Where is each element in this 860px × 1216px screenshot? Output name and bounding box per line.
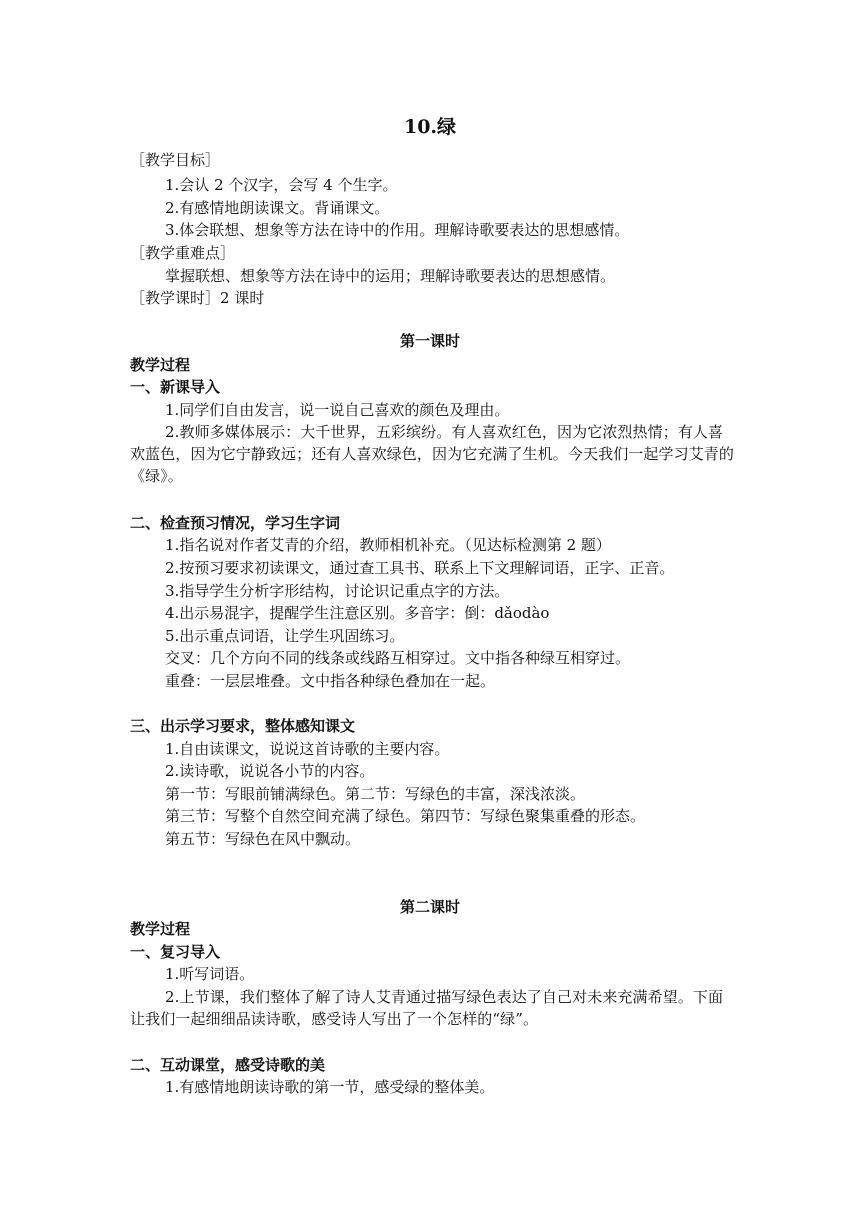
lesson1-section2-item: 5.出示重点词语，让学生巩固练习。 [165, 627, 405, 645]
lesson1-section2-item: 2.按预习要求初读课文，通过查工具书、联系上下文理解词语，正字、正音。 [165, 559, 675, 577]
document-title: 10.绿 [403, 116, 457, 138]
lesson1-section2-item: 3.指导学生分析字形结构，讨论识记重点字的方法。 [165, 582, 510, 600]
lesson1-section2-item: 交叉：几个方向不同的线条或线路互相穿过。文中指各种绿互相穿过。 [165, 649, 631, 667]
lesson1-section1-item: 1.同学们自由发言，说一说自己喜欢的颜色及理由。 [165, 401, 510, 419]
lesson1-section1-heading: 一、新课导入 [130, 378, 221, 396]
lesson1-section1-paragraph: 2.教师多媒体展示：大千世界，五彩缤纷。有人喜欢红色，因为它浓烈热情；有人喜欢蓝色，因为它宁静致远；还有人喜欢绿色，因为它充满了生机。今天我们一起学习艾青的《绿》。 [130, 423, 735, 485]
lesson1-section2-item: 4.出示易混字，提醒学生注意区别。多音字：倒：dǎodào [165, 604, 550, 622]
lesson2-section1-paragraph: 2.上节课，我们整体了解了诗人艾青通过描写绿色表达了自己对未来充满希望。下面让我们一起细细品读诗歌，感受诗人写出了一个怎样的“绿”。 [130, 988, 724, 1028]
lesson1-section3-item: 2.读诗歌，说说各小节的内容。 [165, 762, 375, 780]
lesson2-section2-heading: 二、互动课堂，感受诗歌的美 [130, 1056, 326, 1074]
hours-heading: ［教学课时］ [130, 289, 221, 307]
lesson2-section1-heading: 一、复习导入 [130, 943, 221, 961]
objective-item: 1.会认 2 个汉字，会写 4 个生字。 [165, 176, 398, 194]
hours-value: 2 课时 [220, 289, 265, 307]
objectives-heading: ［教学目标］ [130, 151, 221, 169]
lesson1-section3-item: 第三节：写整个自然空间充满了绿色。第四节：写绿色聚集重叠的形态。 [165, 807, 646, 825]
lesson2-section1-item: 1.听写词语。 [165, 965, 255, 983]
lesson1-section3-item: 1.自由读课文，说说这首诗歌的主要内容。 [165, 740, 450, 758]
lesson2-section2-item: 1.有感情地朗读诗歌的第一节，感受绿的整体美。 [165, 1078, 495, 1096]
lesson1-process-heading: 教学过程 [130, 356, 191, 374]
keypoints-text: 掌握联想、想象等方法在诗中的运用；理解诗歌要表达的思想感情。 [165, 267, 616, 285]
objective-item: 3.体会联想、想象等方法在诗中的作用。理解诗歌要表达的思想感情。 [165, 221, 630, 239]
lesson1-section2-heading: 二、检查预习情况，学习生字词 [130, 514, 341, 532]
hours-line [130, 287, 264, 309]
keypoints-heading: ［教学重难点］ [130, 244, 236, 262]
lesson1-section2-item: 重叠：一层层堆叠。文中指各种绿色叠加在一起。 [165, 672, 496, 690]
lesson1-section3-item: 第五节：写绿色在风中飘动。 [165, 830, 361, 848]
objective-item: 2.有感情地朗读课文。背诵课文。 [165, 199, 390, 217]
lesson1-section2-item: 1.指名说对作者艾青的介绍，教师相机补充。（见达标检测第 2 题） [165, 536, 611, 554]
lesson2-process-heading: 教学过程 [130, 920, 191, 938]
lesson2-title: 第二课时 [399, 898, 460, 916]
lesson1-section3-heading: 三、出示学习要求，整体感知课文 [130, 717, 356, 735]
lesson1-section3-item: 第一节：写眼前铺满绿色。第二节：写绿色的丰富，深浅浓淡。 [165, 785, 586, 803]
lesson1-title: 第一课时 [399, 332, 460, 350]
